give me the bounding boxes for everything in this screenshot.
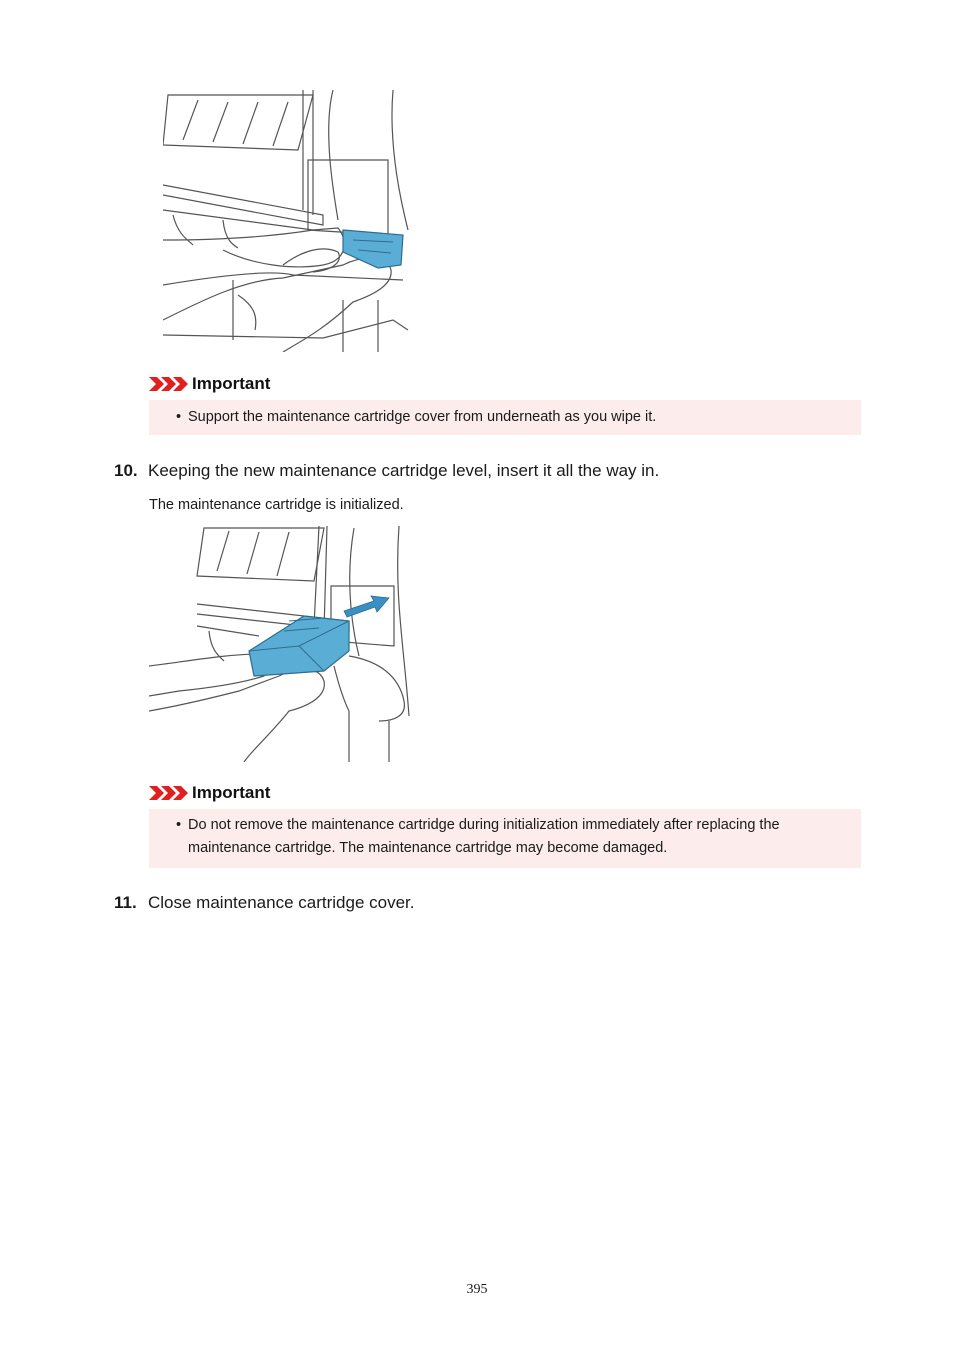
important-text: Do not remove the maintenance cartridge during initialization immediately after replacing the maintenance cartridge. The maintenance cartridge may become damaged. [188,817,780,856]
important-title: Important [192,374,271,393]
step-number: 10. [114,461,138,480]
step-text: Close maintenance cartridge cover. [148,893,415,912]
important-box [149,809,861,868]
step-note: The maintenance cartridge is initialized. [149,497,404,513]
important-title: Important [192,783,271,802]
page-number: 395 [466,1282,488,1297]
step-11 [114,893,414,913]
step-10 [114,461,659,481]
bullet-marker: • [176,409,182,425]
wipe-cover-illustration [163,90,413,352]
insert-cartridge-illustration [149,526,411,762]
important-heading [149,782,270,804]
important-chevrons-icon [149,375,189,393]
important-text: Support the maintenance cartridge cover from underneath as you wipe it. [188,409,657,425]
important-chevrons-icon [149,784,189,802]
step-number: 11. [114,893,137,912]
important-heading [149,373,270,395]
bullet-marker: • [176,817,182,833]
important-box [149,400,861,435]
step-text: Keeping the new maintenance cartridge level, insert it all the way in. [148,461,660,480]
